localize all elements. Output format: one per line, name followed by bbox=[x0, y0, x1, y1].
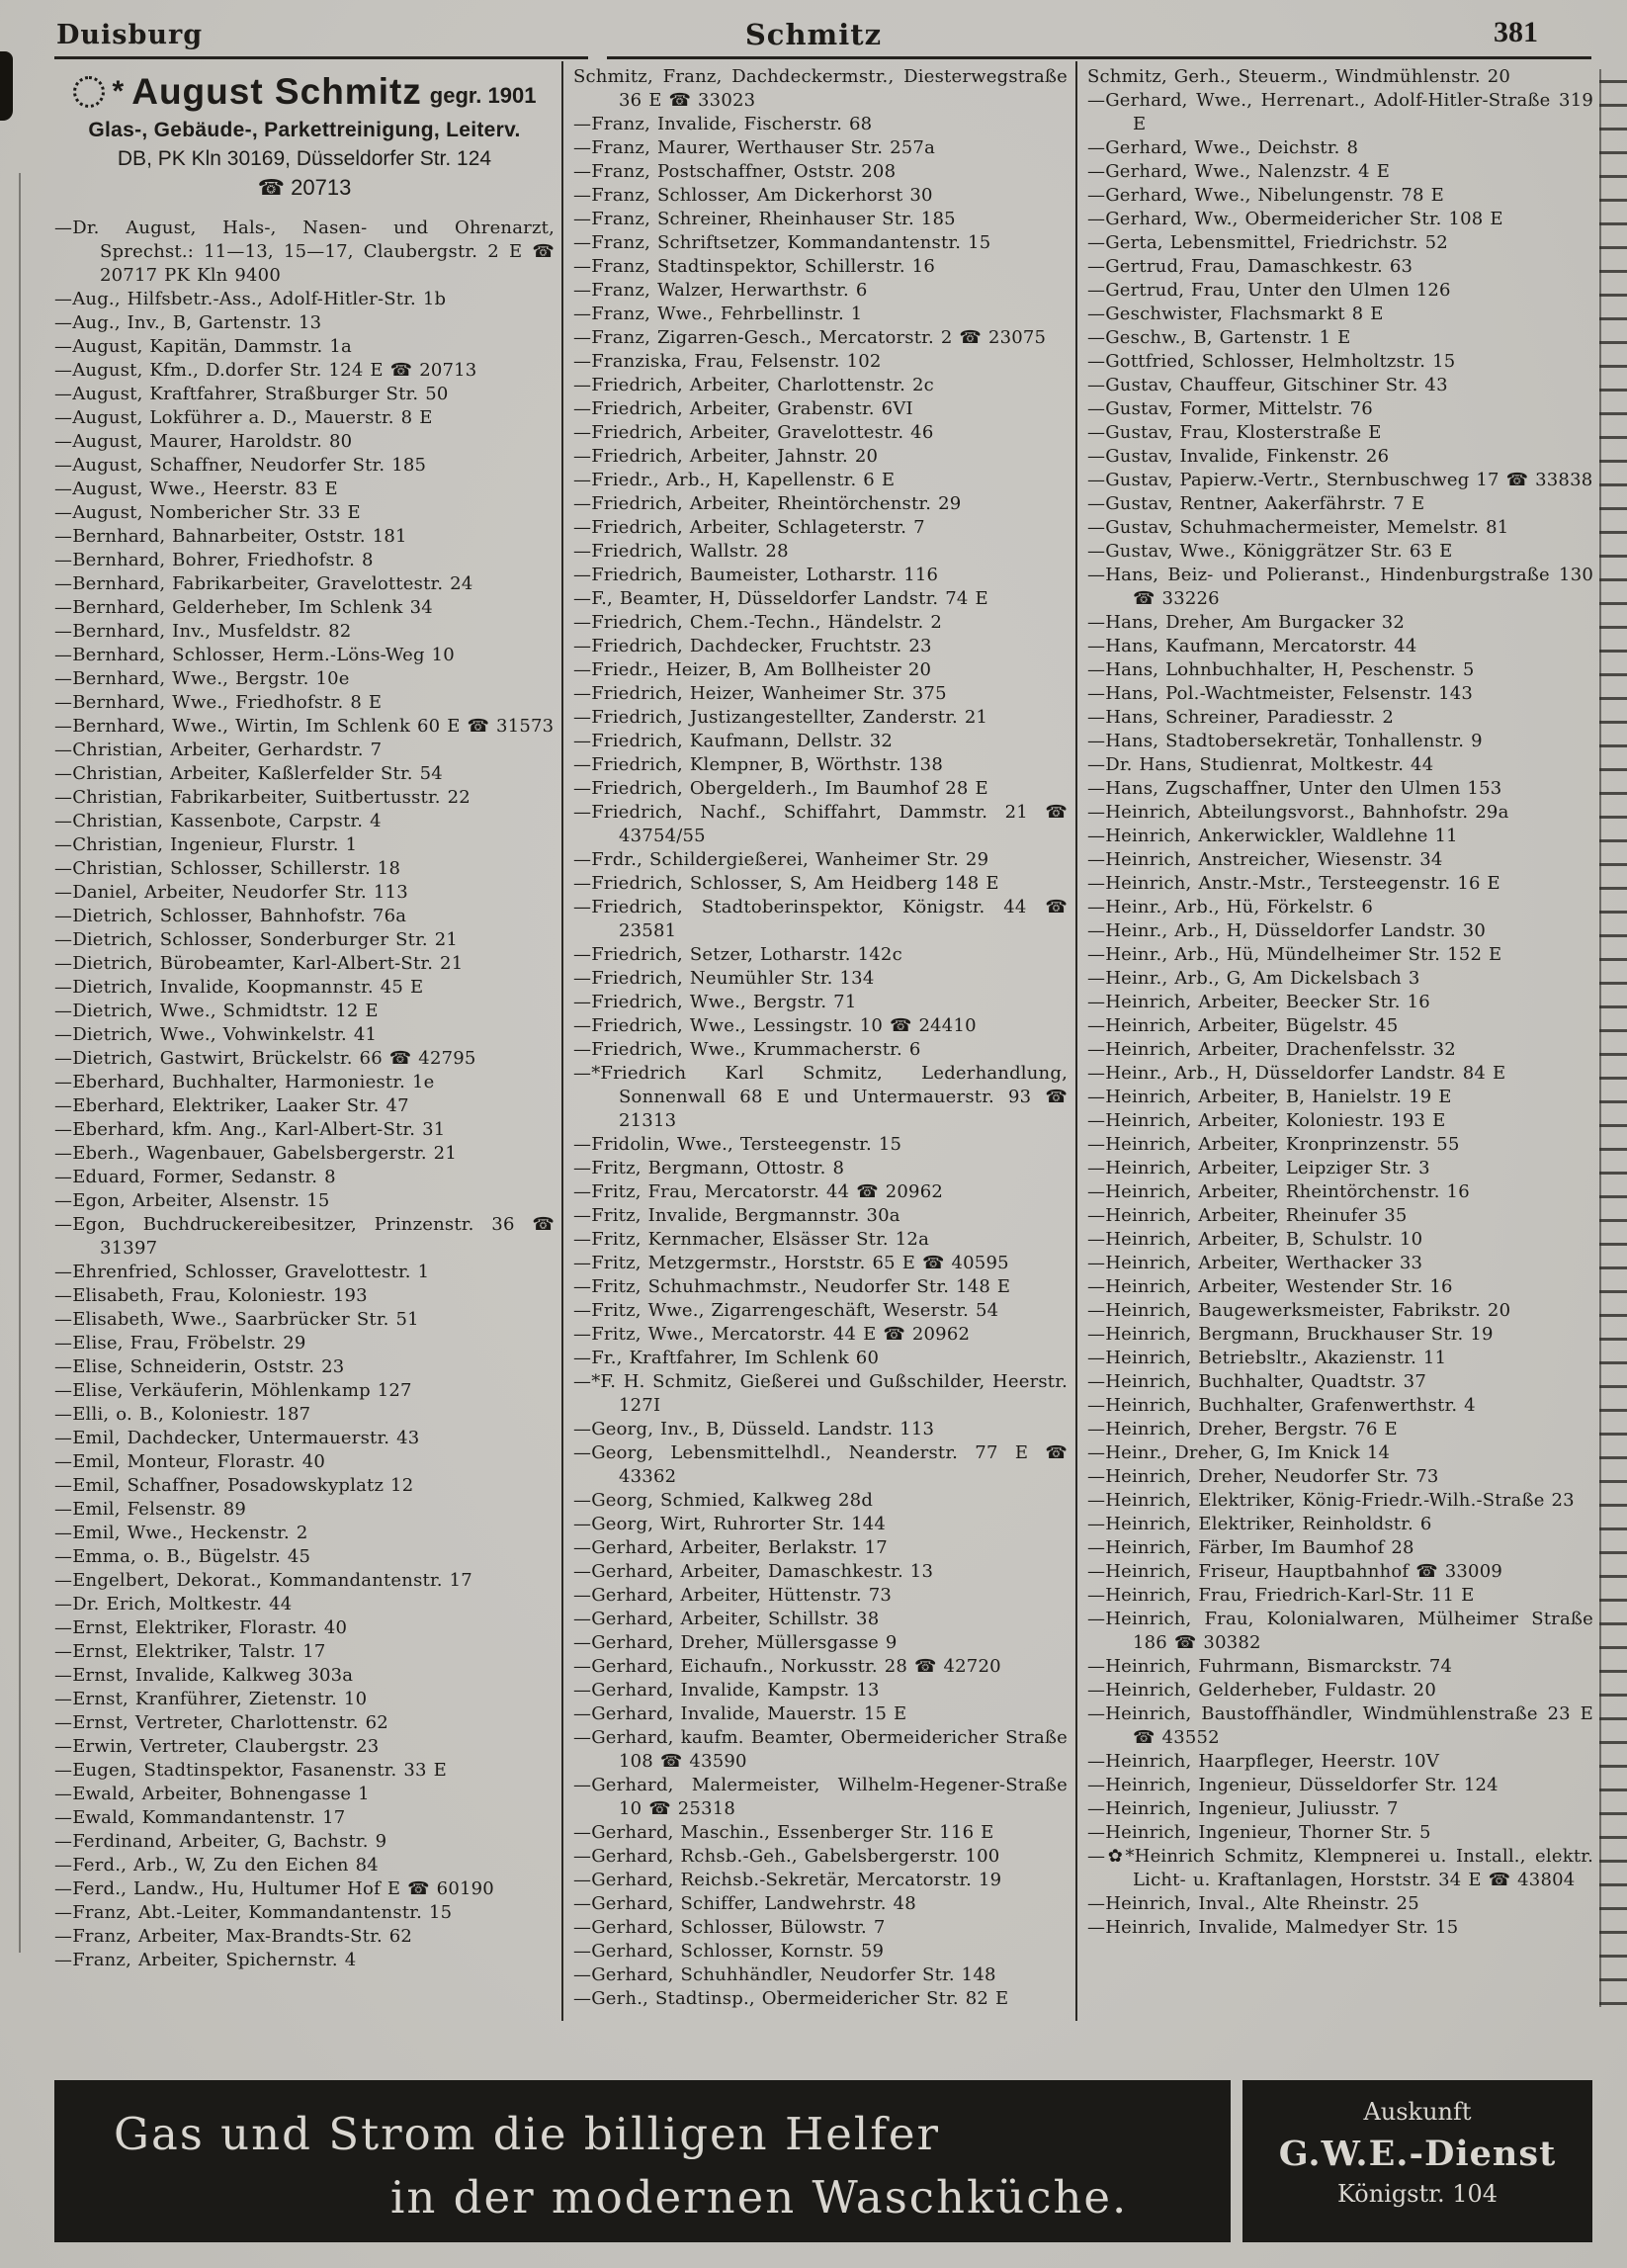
advert-title-row bbox=[54, 71, 555, 113]
directory-entry: —Fritz, Bergmann, Ottostr. 8 bbox=[573, 1158, 845, 1178]
directory-entry: —Heinrich, Arbeiter, Koloniestr. 193 E bbox=[1087, 1110, 1446, 1131]
directory-entry: —Heinr., Arb., H, Düsseldorfer Landstr. 30 bbox=[1087, 920, 1487, 941]
directory-entry: —✿*Heinrich Schmitz, Klempnerei u. Install., elektr. Licht- u. Kraftanlagen, Horststr. 34 E ☎ 43804 bbox=[1087, 1846, 1593, 1890]
directory-entry: —Heinrich, Anstr.-Mstr., Tersteegenstr. 16 E bbox=[1087, 873, 1500, 894]
column-1 bbox=[54, 65, 555, 1972]
directory-entry: —Fr., Kraftfahrer, Im Schlenk 60 bbox=[573, 1348, 880, 1368]
directory-entry: —Hans, Dreher, Am Burgacker 32 bbox=[1087, 612, 1406, 633]
scan-blot bbox=[0, 51, 13, 121]
directory-entry: —Christian, Arbeiter, Kaßlerfelder Str. 54 bbox=[54, 763, 443, 784]
directory-entry: —Gerhard, Arbeiter, Hüttenstr. 73 bbox=[573, 1585, 893, 1606]
directory-entry: —Heinrich, Arbeiter, Leipziger Str. 3 bbox=[1087, 1158, 1430, 1178]
directory-entry: —Gerhard, Invalide, Mauerstr. 15 E bbox=[573, 1703, 907, 1724]
directory-entry: —Heinrich, Bergmann, Bruckhauser Str. 19 bbox=[1087, 1324, 1494, 1345]
directory-entry: —Elise, Schneiderin, Oststr. 23 bbox=[54, 1356, 345, 1377]
directory-entry: —Heinrich, Arbeiter, Bügelstr. 45 bbox=[1087, 1015, 1399, 1036]
directory-entry: —Gerhard, Invalide, Kampstr. 13 bbox=[573, 1680, 880, 1701]
advert-founded: gegr. 1901 bbox=[429, 83, 537, 108]
directory-entry: —Heinrich, Arbeiter, Werthacker 33 bbox=[1087, 1253, 1423, 1273]
directory-entry: —Heinrich, Ankerwickler, Waldlehne 11 bbox=[1087, 826, 1458, 846]
directory-entry: —Gerhard, Arbeiter, Damaschkestr. 13 bbox=[573, 1561, 934, 1582]
directory-entry: —Friedr., Arb., H, Kapellenstr. 6 E bbox=[573, 470, 896, 490]
directory-entry: —Franz, Schreiner, Rheinhauser Str. 185 bbox=[573, 209, 956, 229]
directory-entry: —Emil, Dachdecker, Untermauerstr. 43 bbox=[54, 1428, 420, 1448]
directory-entry: —Gerhard, Schiffer, Landwehrstr. 48 bbox=[573, 1893, 916, 1914]
directory-entry: —Gerhard, Malermeister, Wilhelm-Hegener-Straße 10 ☎ 25318 bbox=[573, 1775, 1068, 1819]
laurel-wreath-icon bbox=[73, 76, 105, 108]
directory-entry: —Friedrich, Schlosser, S, Am Heidberg 148 E bbox=[573, 873, 999, 894]
directory-entry: —August, Maurer, Haroldstr. 80 bbox=[54, 431, 353, 452]
directory-entry: —Christian, Fabrikarbeiter, Suitbertusstr. 22 bbox=[54, 787, 471, 808]
directory-entry: —F., Beamter, H, Düsseldorfer Landstr. 74 E bbox=[573, 588, 988, 609]
directory-entry: —Franz, Invalide, Fischerstr. 68 bbox=[573, 114, 873, 134]
phone-icon: ☎ bbox=[257, 176, 286, 201]
directory-entry: —Heinrich, Baugewerksmeister, Fabrikstr. 20 bbox=[1087, 1300, 1511, 1321]
directory-entry: —Dietrich, Schlosser, Sonderburger Str. 21 bbox=[54, 929, 459, 950]
gas-strom-line2: in der modernen Waschküche. bbox=[390, 2171, 1129, 2224]
directory-entry: —Daniel, Arbeiter, Neudorfer Str. 113 bbox=[54, 882, 408, 903]
column-3 bbox=[1087, 65, 1593, 1940]
directory-entry: —Franz, Maurer, Werthauser Str. 257a bbox=[573, 137, 936, 158]
directory-entry: —Franz, Arbeiter, Max-Brandts-Str. 62 bbox=[54, 1926, 413, 1947]
directory-entry: —Dr. Hans, Studienrat, Moltkestr. 44 bbox=[1087, 754, 1434, 775]
directory-entry: —Heinrich, Fuhrmann, Bismarckstr. 74 bbox=[1087, 1656, 1453, 1677]
directory-entry: —Bernhard, Gelderheber, Im Schlenk 34 bbox=[54, 597, 433, 618]
directory-entry: —Friedrich, Arbeiter, Schlageterstr. 7 bbox=[573, 517, 925, 538]
directory-entry: —August, Schaffner, Neudorfer Str. 185 bbox=[54, 455, 427, 476]
directory-entry: —Bernhard, Bahnarbeiter, Oststr. 181 bbox=[54, 526, 407, 547]
directory-entry: —Gerhard, Maschin., Essenberger Str. 116 E bbox=[573, 1822, 994, 1843]
directory-entry: —Friedrich, Dachdecker, Fruchtstr. 23 bbox=[573, 636, 932, 656]
entry-list-3 bbox=[1087, 65, 1593, 1940]
directory-entry: —*F. H. Schmitz, Gießerei und Gußschilder, Heerstr. 127I bbox=[573, 1371, 1068, 1416]
directory-entry: —Gerhard, Schlosser, Kornstr. 59 bbox=[573, 1941, 885, 1962]
directory-entry: —Bernhard, Bohrer, Friedhofstr. 8 bbox=[54, 550, 374, 570]
directory-entry: —Gustav, Invalide, Finkenstr. 26 bbox=[1087, 446, 1390, 467]
directory-entry: —Gerhard, Arbeiter, Berlakstr. 17 bbox=[573, 1537, 888, 1558]
directory-entry: —Gerhard, Wwe., Deichstr. 8 bbox=[1087, 137, 1359, 158]
directory-entry: —Heinrich, Ingenieur, Düsseldorfer Str. 124 bbox=[1087, 1775, 1499, 1795]
directory-entry: —Emma, o. B., Bügelstr. 45 bbox=[54, 1546, 311, 1567]
directory-entry: —Eberhard, Buchhalter, Harmoniestr. 1e bbox=[54, 1072, 435, 1092]
directory-entry: —Elise, Frau, Fröbelstr. 29 bbox=[54, 1333, 306, 1353]
august-schmitz-advert bbox=[54, 65, 555, 217]
directory-entry: —Elisabeth, Wwe., Saarbrücker Str. 51 bbox=[54, 1309, 419, 1330]
directory-entry: —Friedrich, Chem.-Techn., Händelstr. 2 bbox=[573, 612, 942, 633]
directory-entry: —Elisabeth, Frau, Koloniestr. 193 bbox=[54, 1285, 368, 1306]
entry-list-1 bbox=[54, 217, 555, 1972]
directory-entry: —Emil, Felsenstr. 89 bbox=[54, 1499, 247, 1520]
directory-entry: —Fritz, Wwe., Zigarrengeschäft, Weserstr. 54 bbox=[573, 1300, 999, 1321]
directory-entry: —Gottfried, Schlosser, Helmholtzstr. 15 bbox=[1087, 351, 1456, 372]
directory-entry: —Heinrich, Färber, Im Baumhof 28 bbox=[1087, 1537, 1414, 1558]
directory-entry: —Fridolin, Wwe., Tersteegenstr. 15 bbox=[573, 1134, 902, 1155]
directory-entry: —Franz, Zigarren-Gesch., Mercatorstr. 2 ☎ 23075 bbox=[573, 327, 1047, 348]
directory-entry: —Geschwister, Flachsmarkt 8 E bbox=[1087, 304, 1384, 324]
directory-entry: —Gerta, Lebensmittel, Friedrichstr. 52 bbox=[1087, 232, 1448, 253]
directory-entry: —August, Kapitän, Dammstr. 1a bbox=[54, 336, 352, 357]
directory-entry: —Gertrud, Frau, Damaschkestr. 63 bbox=[1087, 256, 1413, 277]
directory-entry: —Heinrich, Elektriker, König-Friedr.-Wilh.-Straße 23 bbox=[1087, 1490, 1575, 1511]
directory-entry: —Hans, Kaufmann, Mercatorstr. 44 bbox=[1087, 636, 1417, 656]
column-2 bbox=[573, 65, 1068, 2011]
directory-entry: —Emil, Wwe., Heckenstr. 2 bbox=[54, 1523, 308, 1543]
directory-entry: —Ewald, Kommandantenstr. 17 bbox=[54, 1807, 346, 1828]
directory-entry: —Ferd., Arb., W, Zu den Eichen 84 bbox=[54, 1855, 379, 1875]
directory-entry: —Gerhard, kaufm. Beamter, Obermeidericher Straße 108 ☎ 43590 bbox=[573, 1727, 1068, 1772]
directory-entry: —Erwin, Vertreter, Claubergstr. 23 bbox=[54, 1736, 380, 1757]
directory-entry: —Hans, Zugschaffner, Unter den Ulmen 153 bbox=[1087, 778, 1502, 799]
directory-entry: —Friedrich, Wwe., Bergstr. 71 bbox=[573, 992, 857, 1012]
column-divider bbox=[1075, 61, 1077, 2021]
directory-entry: —Friedrich, Wwe., Krummacherstr. 6 bbox=[573, 1039, 921, 1060]
directory-entry: —Heinrich, Buchhalter, Quadtstr. 37 bbox=[1087, 1371, 1426, 1392]
directory-entry: —Geschw., B, Gartenstr. 1 E bbox=[1087, 327, 1351, 348]
directory-entry: —Georg, Wirt, Ruhrorter Str. 144 bbox=[573, 1514, 887, 1534]
advert-bank-address: DB, PK Kln 30169, Düsseldorfer Str. 124 bbox=[117, 147, 492, 170]
directory-entry: —Heinrich, Gelderheber, Fuldastr. 20 bbox=[1087, 1680, 1436, 1701]
directory-entry: —Gustav, Frau, Klosterstraße E bbox=[1087, 422, 1382, 443]
directory-entry: —Friedrich, Arbeiter, Grabenstr. 6VI bbox=[573, 398, 913, 419]
directory-entry: —Christian, Arbeiter, Gerhardstr. 7 bbox=[54, 740, 383, 760]
directory-entry: —Heinrich, Inval., Alte Rheinstr. 25 bbox=[1087, 1893, 1419, 1914]
advert-company-name: August Schmitz bbox=[131, 71, 422, 112]
directory-entry: —Gerhard, Schuhhändler, Neudorfer Str. 148 bbox=[573, 1964, 996, 1985]
directory-entry: —Heinrich, Abteilungsvorst., Bahnhofstr. 29a bbox=[1087, 802, 1509, 823]
directory-entry: —Gustav, Wwe., Königgrätzer Str. 63 E bbox=[1087, 541, 1453, 562]
directory-entry: —Friedrich, Arbeiter, Rheintörchenstr. 29 bbox=[573, 493, 962, 514]
gas-strom-advert bbox=[54, 2080, 1231, 2242]
directory-entry: —Heinrich, Frau, Friedrich-Karl-Str. 11 E bbox=[1087, 1585, 1475, 1606]
directory-entry: —Friedrich, Arbeiter, Jahnstr. 20 bbox=[573, 446, 879, 467]
directory-entry: —Friedrich, Wallstr. 28 bbox=[573, 541, 789, 562]
directory-entry: —Friedrich, Stadtoberinspektor, Königstr. 44 ☎ 23581 bbox=[573, 897, 1068, 941]
directory-entry: —*Friedrich Karl Schmitz, Lederhandlung, Sonnenwall 68 E und Untermauerstr. 93 ☎ 21313 bbox=[573, 1063, 1068, 1131]
directory-entry: —Friedrich, Heizer, Wanheimer Str. 375 bbox=[573, 683, 947, 704]
directory-entry: Schmitz, Gerh., Steuerm., Windmühlenstr. 20 bbox=[1087, 66, 1511, 87]
directory-entry: —Heinr., Arb., H, Düsseldorfer Landstr. 84 E bbox=[1087, 1063, 1506, 1084]
directory-entry: —Heinrich, Haarpfleger, Heerstr. 10V bbox=[1087, 1751, 1440, 1772]
directory-entry: —Friedrich, Justizangestellter, Zanderstr. 21 bbox=[573, 707, 988, 728]
directory-entry: —Heinrich, Arbeiter, Westender Str. 16 bbox=[1087, 1276, 1453, 1297]
directory-entry: —Gustav, Former, Mittelstr. 76 bbox=[1087, 398, 1373, 419]
advert-star: * bbox=[112, 75, 125, 108]
directory-entry: —Gerhard, Eichaufn., Norkusstr. 28 ☎ 42720 bbox=[573, 1656, 1001, 1677]
directory-entry: —Heinr., Arb., Hü, Förkelstr. 6 bbox=[1087, 897, 1373, 917]
directory-entry: —Ernst, Elektriker, Florastr. 40 bbox=[54, 1617, 348, 1638]
directory-entry: —Franz, Walzer, Herwarthstr. 6 bbox=[573, 280, 868, 301]
directory-entry: —Ferd., Landw., Hu, Hultumer Hof E ☎ 60190 bbox=[54, 1878, 494, 1899]
directory-entry: —Frdr., Schildergießerei, Wanheimer Str. 29 bbox=[573, 849, 989, 870]
directory-entry: —Friedrich, Baumeister, Lotharstr. 116 bbox=[573, 565, 939, 585]
directory-entry: —Ewald, Arbeiter, Bohnengasse 1 bbox=[54, 1784, 370, 1804]
gas-strom-line1: Gas und Strom die billigen Helfer bbox=[114, 2108, 941, 2160]
directory-entry: —Heinrich, Invalide, Malmedyer Str. 15 bbox=[1087, 1917, 1459, 1938]
directory-entry: —Fritz, Schuhmachmstr., Neudorfer Str. 148 E bbox=[573, 1276, 1011, 1297]
directory-entry: —Fritz, Frau, Mercatorstr. 44 ☎ 20962 bbox=[573, 1181, 944, 1202]
directory-entry: —Gustav, Rentner, Aakerfährstr. 7 E bbox=[1087, 493, 1425, 514]
directory-entry: —Hans, Beiz- und Polieranst., Hindenburgstraße 130 ☎ 33226 bbox=[1087, 565, 1593, 609]
directory-entry: —Georg, Inv., B, Düsseld. Landstr. 113 bbox=[573, 1419, 935, 1439]
directory-entry: —Bernhard, Wwe., Friedhofstr. 8 E bbox=[54, 692, 383, 713]
directory-entry: —August, Kraftfahrer, Straßburger Str. 50 bbox=[54, 384, 449, 404]
directory-entry: —Ernst, Invalide, Kalkweg 303a bbox=[54, 1665, 354, 1686]
advert-phone-number: 20713 bbox=[291, 175, 352, 200]
directory-entry: —Elise, Verkäuferin, Möhlenkamp 127 bbox=[54, 1380, 412, 1401]
directory-entry: —Friedrich, Setzer, Lotharstr. 142c bbox=[573, 944, 902, 965]
directory-entry: —Franz, Arbeiter, Spichernstr. 4 bbox=[54, 1950, 357, 1970]
directory-entry: —Aug., Hilfsbetr.-Ass., Adolf-Hitler-Str. 1b bbox=[54, 289, 447, 309]
directory-entry: —Hans, Lohnbuchhalter, H, Peschenstr. 5 bbox=[1087, 659, 1475, 680]
directory-entry: —Franz, Schriftsetzer, Kommandantenstr. 15 bbox=[573, 232, 991, 253]
directory-entry: —Friedrich, Nachf., Schiffahrt, Dammstr. 21 ☎ 43754/55 bbox=[573, 802, 1068, 846]
directory-entry: —Bernhard, Inv., Musfeldstr. 82 bbox=[54, 621, 352, 642]
gwe-address: Königstr. 104 bbox=[1336, 2180, 1499, 2208]
directory-entry: —Egon, Arbeiter, Alsenstr. 15 bbox=[54, 1190, 330, 1211]
directory-entry: —Ernst, Kranführer, Zietenstr. 10 bbox=[54, 1689, 368, 1709]
gwe-title: Auskunft bbox=[1363, 2098, 1472, 2126]
directory-entry: —Fritz, Metzgermstr., Horststr. 65 E ☎ 40595 bbox=[573, 1253, 1009, 1273]
directory-entry: —Fritz, Kernmacher, Elsässer Str. 12a bbox=[573, 1229, 930, 1250]
directory-entry: —Friedr., Heizer, B, Am Bollheister 20 bbox=[573, 659, 932, 680]
directory-entry: —Fritz, Invalide, Bergmannstr. 30a bbox=[573, 1205, 900, 1226]
page-edge-artifacts bbox=[1599, 69, 1627, 2007]
page-edge-shadow bbox=[19, 173, 21, 1953]
directory-entry: —Eberhard, Elektriker, Laaker Str. 47 bbox=[54, 1095, 409, 1116]
directory-entry: —Heinrich, Arbeiter, Rheinufer 35 bbox=[1087, 1205, 1408, 1226]
gwe-name: G.W.E.-Dienst bbox=[1278, 2134, 1557, 2174]
entry-list-2 bbox=[573, 65, 1068, 2011]
directory-entry: —Heinr., Arb., Hü, Mündelheimer Str. 152 E bbox=[1087, 944, 1502, 965]
directory-entry: —Friedrich, Wwe., Lessingstr. 10 ☎ 24410 bbox=[573, 1015, 977, 1036]
directory-entry: —Bernhard, Schlosser, Herm.-Löns-Weg 10 bbox=[54, 645, 455, 665]
directory-entry: —Heinrich, Arbeiter, B, Hanielstr. 19 E bbox=[1087, 1087, 1452, 1107]
directory-entry: —Heinr., Arb., G, Am Dickelsbach 3 bbox=[1087, 968, 1420, 989]
directory-entry: —Gerhard, Arbeiter, Schillstr. 38 bbox=[573, 1609, 880, 1629]
directory-entry: —Gustav, Papierw.-Vertr., Sternbuschweg 17 ☎ 33838 bbox=[1087, 470, 1593, 490]
directory-entry: —Heinrich, Arbeiter, Rheintörchenstr. 16 bbox=[1087, 1181, 1470, 1202]
directory-entry: —Friedrich, Klempner, B, Wörthstr. 138 bbox=[573, 754, 943, 775]
directory-entry: —Friedrich, Arbeiter, Charlottenstr. 2c bbox=[573, 375, 934, 395]
directory-entry: —August, Nombericher Str. 33 E bbox=[54, 502, 361, 523]
directory-entry: —Hans, Schreiner, Paradiesstr. 2 bbox=[1087, 707, 1394, 728]
directory-entry: —Gerhard, Reichsb.-Sekretär, Mercatorstr. 19 bbox=[573, 1870, 1002, 1890]
directory-entry: —Heinrich, Friseur, Hauptbahnhof ☎ 33009 bbox=[1087, 1561, 1503, 1582]
directory-entry: —Ehrenfried, Schlosser, Gravelottestr. 1 bbox=[54, 1262, 430, 1282]
directory-entry: —Ernst, Vertreter, Charlottenstr. 62 bbox=[54, 1712, 388, 1733]
directory-entry: —Eduard, Former, Sedanstr. 8 bbox=[54, 1167, 336, 1187]
directory-entry: —Gerhard, Wwe., Herrenart., Adolf-Hitler-Straße 319 E bbox=[1087, 90, 1593, 134]
directory-entry: —Heinrich, Ingenieur, Thorner Str. 5 bbox=[1087, 1822, 1431, 1843]
directory-entry: —Heinrich, Elektriker, Reinholdstr. 6 bbox=[1087, 1514, 1432, 1534]
directory-entry: —Dietrich, Wwe., Schmidtstr. 12 E bbox=[54, 1001, 379, 1021]
directory-entry: —Gerhard, Schlosser, Bülowstr. 7 bbox=[573, 1917, 886, 1938]
directory-entry: —Emil, Monteur, Florastr. 40 bbox=[54, 1451, 326, 1472]
header-rule bbox=[54, 56, 588, 59]
directory-entry: —Dietrich, Gastwirt, Brückelstr. 66 ☎ 42795 bbox=[54, 1048, 476, 1069]
directory-entry: —Heinrich, Arbeiter, Beecker Str. 16 bbox=[1087, 992, 1430, 1012]
directory-entry: —Franz, Schlosser, Am Dickerhorst 30 bbox=[573, 185, 933, 206]
directory-entry: —Eberhard, kfm. Ang., Karl-Albert-Str. 31 bbox=[54, 1119, 446, 1140]
header-rule bbox=[607, 56, 1591, 59]
directory-entry: —Elli, o. B., Koloniestr. 187 bbox=[54, 1404, 311, 1425]
header-surname: Schmitz bbox=[744, 18, 883, 51]
directory-entry: —Dr. Erich, Moltkestr. 44 bbox=[54, 1594, 293, 1614]
directory-entry: —Heinrich, Betriebsltr., Akazienstr. 11 bbox=[1087, 1348, 1447, 1368]
directory-entry: —Dietrich, Bürobeamter, Karl-Albert-Str. 21 bbox=[54, 953, 464, 974]
directory-entry: —August, Wwe., Heerstr. 83 E bbox=[54, 479, 338, 499]
directory-entry: —Friedrich, Kaufmann, Dellstr. 32 bbox=[573, 731, 894, 751]
directory-entry: —Heinrich, Arbeiter, Drachenfelsstr. 32 bbox=[1087, 1039, 1456, 1060]
directory-entry: —Heinr., Dreher, G, Im Knick 14 bbox=[1087, 1442, 1391, 1463]
directory-entry: —Dietrich, Schlosser, Bahnhofstr. 76a bbox=[54, 906, 407, 926]
directory-entry: —August, Kfm., D.dorfer Str. 124 E ☎ 20713 bbox=[54, 360, 477, 381]
header-place: Duisburg bbox=[56, 20, 204, 50]
directory-entry: —Gustav, Schuhmachermeister, Memelstr. 81 bbox=[1087, 517, 1509, 538]
directory-entry: —Gerhard, Rchsb.-Geh., Gabelsbergerstr. 100 bbox=[573, 1846, 1000, 1867]
directory-entry: —Heinrich, Baustoffhändler, Windmühlenstraße 23 E ☎ 43552 bbox=[1087, 1703, 1593, 1748]
directory-entry: —Eugen, Stadtinspektor, Fasanenstr. 33 E bbox=[54, 1760, 447, 1781]
directory-entry: —Gertrud, Frau, Unter den Ulmen 126 bbox=[1087, 280, 1451, 301]
gwe-dienst-advert bbox=[1242, 2080, 1592, 2242]
directory-entry: —Heinrich, Buchhalter, Grafenwerthstr. 4 bbox=[1087, 1395, 1476, 1416]
directory-entry: —Heinrich, Arbeiter, B, Schulstr. 10 bbox=[1087, 1229, 1423, 1250]
directory-entry: —Dr. August, Hals-, Nasen- und Ohrenarzt, Sprechst.: 11—13, 15—17, Claubergstr. 2 E ☎ 20717 PK Kln 9400 bbox=[54, 218, 555, 286]
directory-entry: —Bernhard, Fabrikarbeiter, Gravelottestr. 24 bbox=[54, 573, 473, 594]
directory-entry: —Gerhard, Wwe., Nalenzstr. 4 E bbox=[1087, 161, 1391, 182]
directory-entry: —Christian, Schlosser, Schillerstr. 18 bbox=[54, 858, 401, 879]
directory-entry: —Georg, Lebensmittelhdl., Neanderstr. 77 E ☎ 43362 bbox=[573, 1442, 1068, 1487]
directory-entry: —Bernhard, Wwe., Bergstr. 10e bbox=[54, 668, 350, 689]
directory-entry: —Emil, Schaffner, Posadowskyplatz 12 bbox=[54, 1475, 414, 1496]
directory-entry: —Heinrich, Anstreicher, Wiesenstr. 34 bbox=[1087, 849, 1443, 870]
directory-entry: —Aug., Inv., B, Gartenstr. 13 bbox=[54, 312, 322, 333]
advert-phone bbox=[54, 175, 555, 201]
directory-entry: —Gustav, Chauffeur, Gitschiner Str. 43 bbox=[1087, 375, 1448, 395]
directory-entry: —Ernst, Elektriker, Talstr. 17 bbox=[54, 1641, 326, 1662]
directory-entry: —Gerhard, Ww., Obermeidericher Str. 108 E bbox=[1087, 209, 1503, 229]
header-page-number: 381 bbox=[1494, 16, 1538, 48]
directory-entry: —Gerhard, Dreher, Müllersgasse 9 bbox=[573, 1632, 898, 1653]
directory-entry: —Gerh., Stadtinsp., Obermeidericher Str. 82 E bbox=[573, 1988, 1009, 2009]
directory-entry: —Heinrich, Ingenieur, Juliusstr. 7 bbox=[1087, 1798, 1399, 1819]
directory-entry: —Franz, Wwe., Fehrbellinstr. 1 bbox=[573, 304, 863, 324]
directory-entry: —Ferdinand, Arbeiter, G, Bachstr. 9 bbox=[54, 1831, 387, 1852]
directory-entry: —Fritz, Wwe., Mercatorstr. 44 E ☎ 20962 bbox=[573, 1324, 971, 1345]
directory-entry: Schmitz, Franz, Dachdeckermstr., Diesterwegstraße 36 E ☎ 33023 bbox=[573, 66, 1068, 111]
directory-entry: —Heinrich, Dreher, Neudorfer Str. 73 bbox=[1087, 1466, 1439, 1487]
directory-entry: —August, Lokführer a. D., Mauerstr. 8 E bbox=[54, 407, 433, 428]
directory-entry: —Heinrich, Frau, Kolonialwaren, Mülheimer Straße 186 ☎ 30382 bbox=[1087, 1609, 1593, 1653]
directory-entry: —Dietrich, Invalide, Koopmannstr. 45 E bbox=[54, 977, 424, 998]
directory-entry: —Engelbert, Dekorat., Kommandantenstr. 17 bbox=[54, 1570, 472, 1591]
directory-entry: —Friedrich, Obergelderh., Im Baumhof 28 E bbox=[573, 778, 988, 799]
directory-entry: —Bernhard, Wwe., Wirtin, Im Schlenk 60 E ☎ 31573 bbox=[54, 716, 555, 737]
directory-entry: —Hans, Pol.-Wachtmeister, Felsenstr. 143 bbox=[1087, 683, 1474, 704]
directory-entry: —Franz, Stadtinspektor, Schillerstr. 16 bbox=[573, 256, 935, 277]
directory-entry: —Christian, Kassenbote, Carpstr. 4 bbox=[54, 811, 382, 831]
directory-entry: —Georg, Schmied, Kalkweg 28d bbox=[573, 1490, 874, 1511]
directory-entry: —Egon, Buchdruckereibesitzer, Prinzenstr. 36 ☎ 31397 bbox=[54, 1214, 555, 1259]
directory-entry: —Hans, Stadtobersekretär, Tonhallenstr. 9 bbox=[1087, 731, 1483, 751]
directory-entry: —Franz, Abt.-Leiter, Kommandantenstr. 15 bbox=[54, 1902, 453, 1923]
directory-entry: —Eberh., Wagenbauer, Gabelsbergerstr. 21 bbox=[54, 1143, 457, 1164]
column-divider bbox=[561, 61, 563, 2021]
directory-entry: —Gerhard, Wwe., Nibelungenstr. 78 E bbox=[1087, 185, 1444, 206]
directory-entry: —Heinrich, Dreher, Bergstr. 76 E bbox=[1087, 1419, 1398, 1439]
directory-entry: —Christian, Ingenieur, Flurstr. 1 bbox=[54, 834, 358, 855]
directory-entry: —Friedrich, Neumühler Str. 134 bbox=[573, 968, 875, 989]
directory-entry: —Friedrich, Arbeiter, Gravelottestr. 46 bbox=[573, 422, 934, 443]
directory-entry: —Heinrich, Arbeiter, Kronprinzenstr. 55 bbox=[1087, 1134, 1460, 1155]
directory-entry: —Franziska, Frau, Felsenstr. 102 bbox=[573, 351, 882, 372]
advert-services: Glas-, Gebäude-, Parkettreinigung, Leiterv. bbox=[88, 119, 521, 141]
directory-entry: —Dietrich, Wwe., Vohwinkelstr. 41 bbox=[54, 1024, 378, 1045]
directory-entry: —Franz, Postschaffner, Oststr. 208 bbox=[573, 161, 897, 182]
